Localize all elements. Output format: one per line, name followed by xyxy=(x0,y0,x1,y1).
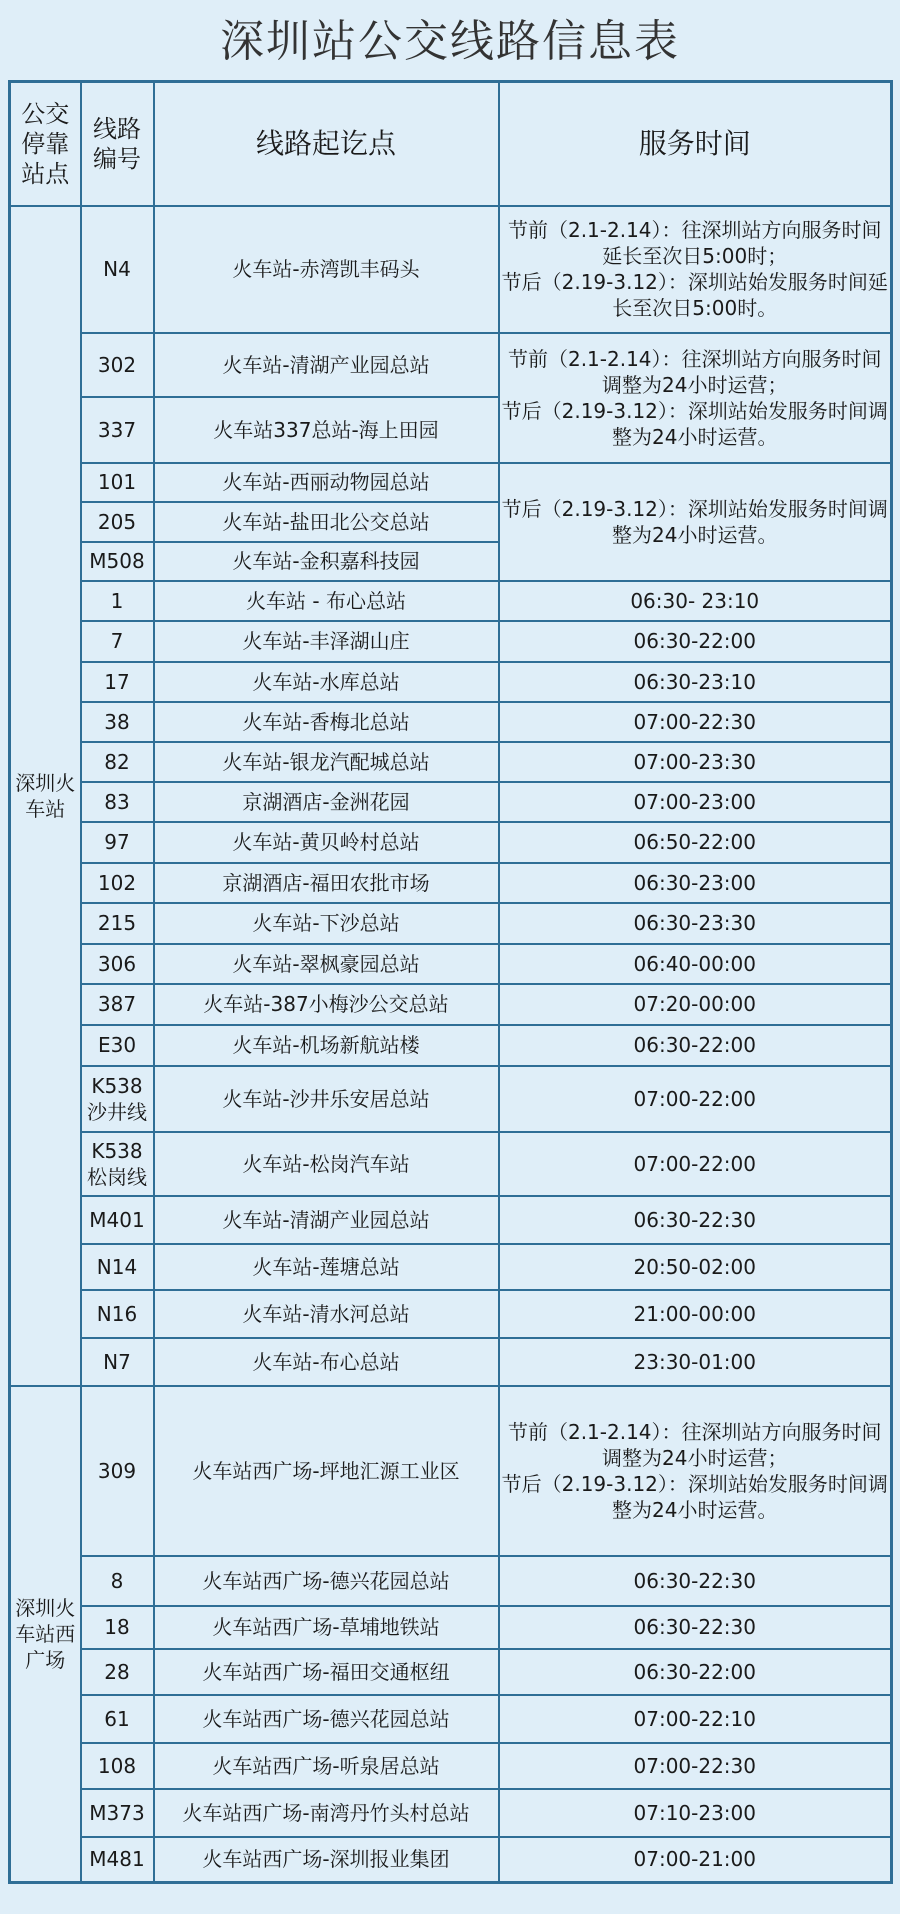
route-endpoints: 火车站西广场-草埔地铁站 xyxy=(154,1606,499,1649)
route-number: N4 xyxy=(81,206,154,333)
table-row xyxy=(10,944,892,984)
table-row xyxy=(10,1556,892,1606)
route-endpoints: 火车站-赤湾凯丰码头 xyxy=(154,206,499,333)
route-endpoints: 火车站西广场-南湾丹竹头村总站 xyxy=(154,1789,499,1837)
table-row xyxy=(10,822,892,863)
route-endpoints: 火车站-387小梅沙公交总站 xyxy=(154,984,499,1025)
table-row xyxy=(10,1290,892,1338)
route-endpoints: 火车站-清湖产业园总站 xyxy=(154,1196,499,1244)
service-note-line: 节前（2.1-2.14）：往深圳站方向服务时间调整为24小时运营； xyxy=(507,346,882,397)
service-note xyxy=(499,1386,892,1556)
service-time: 06:30- 23:10 xyxy=(499,581,892,621)
route-endpoints: 火车站-盐田北公交总站 xyxy=(154,502,499,542)
table-row xyxy=(10,863,892,903)
table-row xyxy=(10,1132,892,1196)
route-endpoints: 火车站-清湖产业园总站 xyxy=(154,333,499,397)
route-number: 306 xyxy=(81,944,154,984)
table-row xyxy=(10,742,892,782)
route-number: 82 xyxy=(81,742,154,782)
route-endpoints: 火车站-清水河总站 xyxy=(154,1290,499,1338)
route-endpoints: 火车站-丰泽湖山庄 xyxy=(154,621,499,662)
service-time: 06:30-23:30 xyxy=(499,903,892,944)
table-row xyxy=(10,782,892,822)
table-row xyxy=(10,1025,892,1066)
service-time: 06:30-23:10 xyxy=(499,662,892,702)
service-time: 06:30-22:00 xyxy=(499,621,892,662)
table-row xyxy=(10,702,892,742)
route-number: M373 xyxy=(81,1789,154,1837)
table-row xyxy=(10,581,892,621)
service-time: 07:20-00:00 xyxy=(499,984,892,1025)
service-time: 06:30-22:30 xyxy=(499,1556,892,1606)
service-note-line: 节后（2.19-3.12）：深圳站始发服务时间延长至次日5:00时。 xyxy=(501,270,888,320)
route-number: N16 xyxy=(81,1290,154,1338)
table-row xyxy=(10,1649,892,1695)
stop-cell-shenzhen-station: 深圳火车站 xyxy=(10,206,81,1386)
service-note-line: 节前（2.1-2.14）：往深圳站方向服务时间调整为24小时运营； xyxy=(507,1419,882,1470)
route-endpoints: 火车站西广场-坪地汇源工业区 xyxy=(154,1386,499,1556)
route-number: 83 xyxy=(81,782,154,822)
column-header-route-endpoints: 线路起讫点 xyxy=(154,82,499,206)
route-number: K538松岗线 xyxy=(81,1132,154,1196)
route-number: 97 xyxy=(81,822,154,863)
table-row xyxy=(10,1244,892,1290)
route-endpoints: 京湖酒店-福田农批市场 xyxy=(154,863,499,903)
column-header-route-number: 线路编号 xyxy=(81,82,154,206)
table-row xyxy=(10,1196,892,1244)
route-number: 101 xyxy=(81,463,154,502)
service-note-line: 节前（2.1-2.14）：往深圳站方向服务时间延长至次日5:00时； xyxy=(507,218,882,268)
service-time: 07:00-22:30 xyxy=(499,1743,892,1789)
route-endpoints: 火车站-下沙总站 xyxy=(154,903,499,944)
route-endpoints: 火车站-松岗汽车站 xyxy=(154,1132,499,1196)
route-endpoints: 火车站西广场-德兴花园总站 xyxy=(154,1556,499,1606)
service-note-line: 节后（2.19-3.12）：深圳站始发服务时间调整为24小时运营。 xyxy=(501,496,888,547)
service-note-line: 节后（2.19-3.12）：深圳站始发服务时间调整为24小时运营。 xyxy=(501,398,888,449)
service-time: 23:30-01:00 xyxy=(499,1338,892,1386)
table-row xyxy=(10,1606,892,1649)
table-row xyxy=(10,662,892,702)
route-number: M508 xyxy=(81,542,154,581)
route-endpoints: 火车站-香梅北总站 xyxy=(154,702,499,742)
route-number: 1 xyxy=(81,581,154,621)
table-row xyxy=(10,1338,892,1386)
route-endpoints: 火车站-沙井乐安居总站 xyxy=(154,1066,499,1132)
route-endpoints: 火车站337总站-海上田园 xyxy=(154,397,499,463)
route-number: N7 xyxy=(81,1338,154,1386)
route-endpoints: 火车站西广场-深圳报业集团 xyxy=(154,1837,499,1883)
route-endpoints: 火车站-翠枫豪园总站 xyxy=(154,944,499,984)
service-note xyxy=(499,206,892,333)
route-number: 387 xyxy=(81,984,154,1025)
service-time: 06:30-22:00 xyxy=(499,1025,892,1066)
bus-route-table xyxy=(8,80,893,1884)
service-time: 06:50-22:00 xyxy=(499,822,892,863)
table-row xyxy=(10,1743,892,1789)
service-time: 06:30-22:00 xyxy=(499,1649,892,1695)
service-time: 07:00-22:00 xyxy=(499,1132,892,1196)
route-endpoints: 火车站 - 布心总站 xyxy=(154,581,499,621)
route-endpoints: 火车站-布心总站 xyxy=(154,1338,499,1386)
service-time: 07:00-21:00 xyxy=(499,1837,892,1883)
route-number: 205 xyxy=(81,502,154,542)
service-time: 06:30-22:30 xyxy=(499,1606,892,1649)
route-endpoints: 火车站-黄贝岭村总站 xyxy=(154,822,499,863)
route-number: K538沙井线 xyxy=(81,1066,154,1132)
route-number: 8 xyxy=(81,1556,154,1606)
service-time: 07:00-23:30 xyxy=(499,742,892,782)
column-header-stop: 公交停靠站点 xyxy=(10,82,81,206)
route-endpoints: 火车站-水库总站 xyxy=(154,662,499,702)
service-time: 20:50-02:00 xyxy=(499,1244,892,1290)
route-number: 38 xyxy=(81,702,154,742)
table-row xyxy=(10,984,892,1025)
table-row xyxy=(10,206,892,333)
route-endpoints: 火车站-银龙汽配城总站 xyxy=(154,742,499,782)
service-time: 06:30-22:30 xyxy=(499,1196,892,1244)
route-number: 61 xyxy=(81,1695,154,1743)
route-number: 102 xyxy=(81,863,154,903)
service-time: 06:30-23:00 xyxy=(499,863,892,903)
route-endpoints: 京湖酒店-金洲花园 xyxy=(154,782,499,822)
route-number: 302 xyxy=(81,333,154,397)
service-time: 07:00-23:00 xyxy=(499,782,892,822)
route-endpoints: 火车站西广场-听泉居总站 xyxy=(154,1743,499,1789)
page-title: 深圳站公交线路信息表 xyxy=(220,16,680,67)
table-row xyxy=(10,1386,892,1556)
table-row xyxy=(10,1695,892,1743)
route-endpoints: 火车站-金积嘉科技园 xyxy=(154,542,499,581)
route-endpoints: 火车站西广场-德兴花园总站 xyxy=(154,1695,499,1743)
table-row xyxy=(10,1837,892,1883)
service-note-line: 节后（2.19-3.12）：深圳站始发服务时间调整为24小时运营。 xyxy=(501,1471,888,1522)
route-number: 108 xyxy=(81,1743,154,1789)
route-number: 17 xyxy=(81,662,154,702)
route-number: 7 xyxy=(81,621,154,662)
route-number: M401 xyxy=(81,1196,154,1244)
route-number: 28 xyxy=(81,1649,154,1695)
service-time: 07:00-22:00 xyxy=(499,1066,892,1132)
table-header-row xyxy=(10,82,892,206)
table-row xyxy=(10,903,892,944)
service-time: 06:40-00:00 xyxy=(499,944,892,984)
service-time: 07:10-23:00 xyxy=(499,1789,892,1837)
service-note xyxy=(499,333,892,463)
route-endpoints: 火车站-西丽动物园总站 xyxy=(154,463,499,502)
route-number: 337 xyxy=(81,397,154,463)
route-number: N14 xyxy=(81,1244,154,1290)
route-number: 309 xyxy=(81,1386,154,1556)
table-row xyxy=(10,621,892,662)
table-row xyxy=(10,333,892,397)
service-time: 21:00-00:00 xyxy=(499,1290,892,1338)
stop-cell-west-square: 深圳火车站西广场 xyxy=(10,1386,81,1883)
route-endpoints: 火车站西广场-福田交通枢纽 xyxy=(154,1649,499,1695)
route-endpoints: 火车站-莲塘总站 xyxy=(154,1244,499,1290)
table-row xyxy=(10,463,892,502)
service-note xyxy=(499,463,892,581)
column-header-service-time: 服务时间 xyxy=(499,82,892,206)
table-row xyxy=(10,1066,892,1132)
service-time: 07:00-22:10 xyxy=(499,1695,892,1743)
service-time: 07:00-22:30 xyxy=(499,702,892,742)
route-number: M481 xyxy=(81,1837,154,1883)
route-number: 215 xyxy=(81,903,154,944)
route-endpoints: 火车站-机场新航站楼 xyxy=(154,1025,499,1066)
table-row xyxy=(10,1789,892,1837)
route-number: E30 xyxy=(81,1025,154,1066)
route-number: 18 xyxy=(81,1606,154,1649)
